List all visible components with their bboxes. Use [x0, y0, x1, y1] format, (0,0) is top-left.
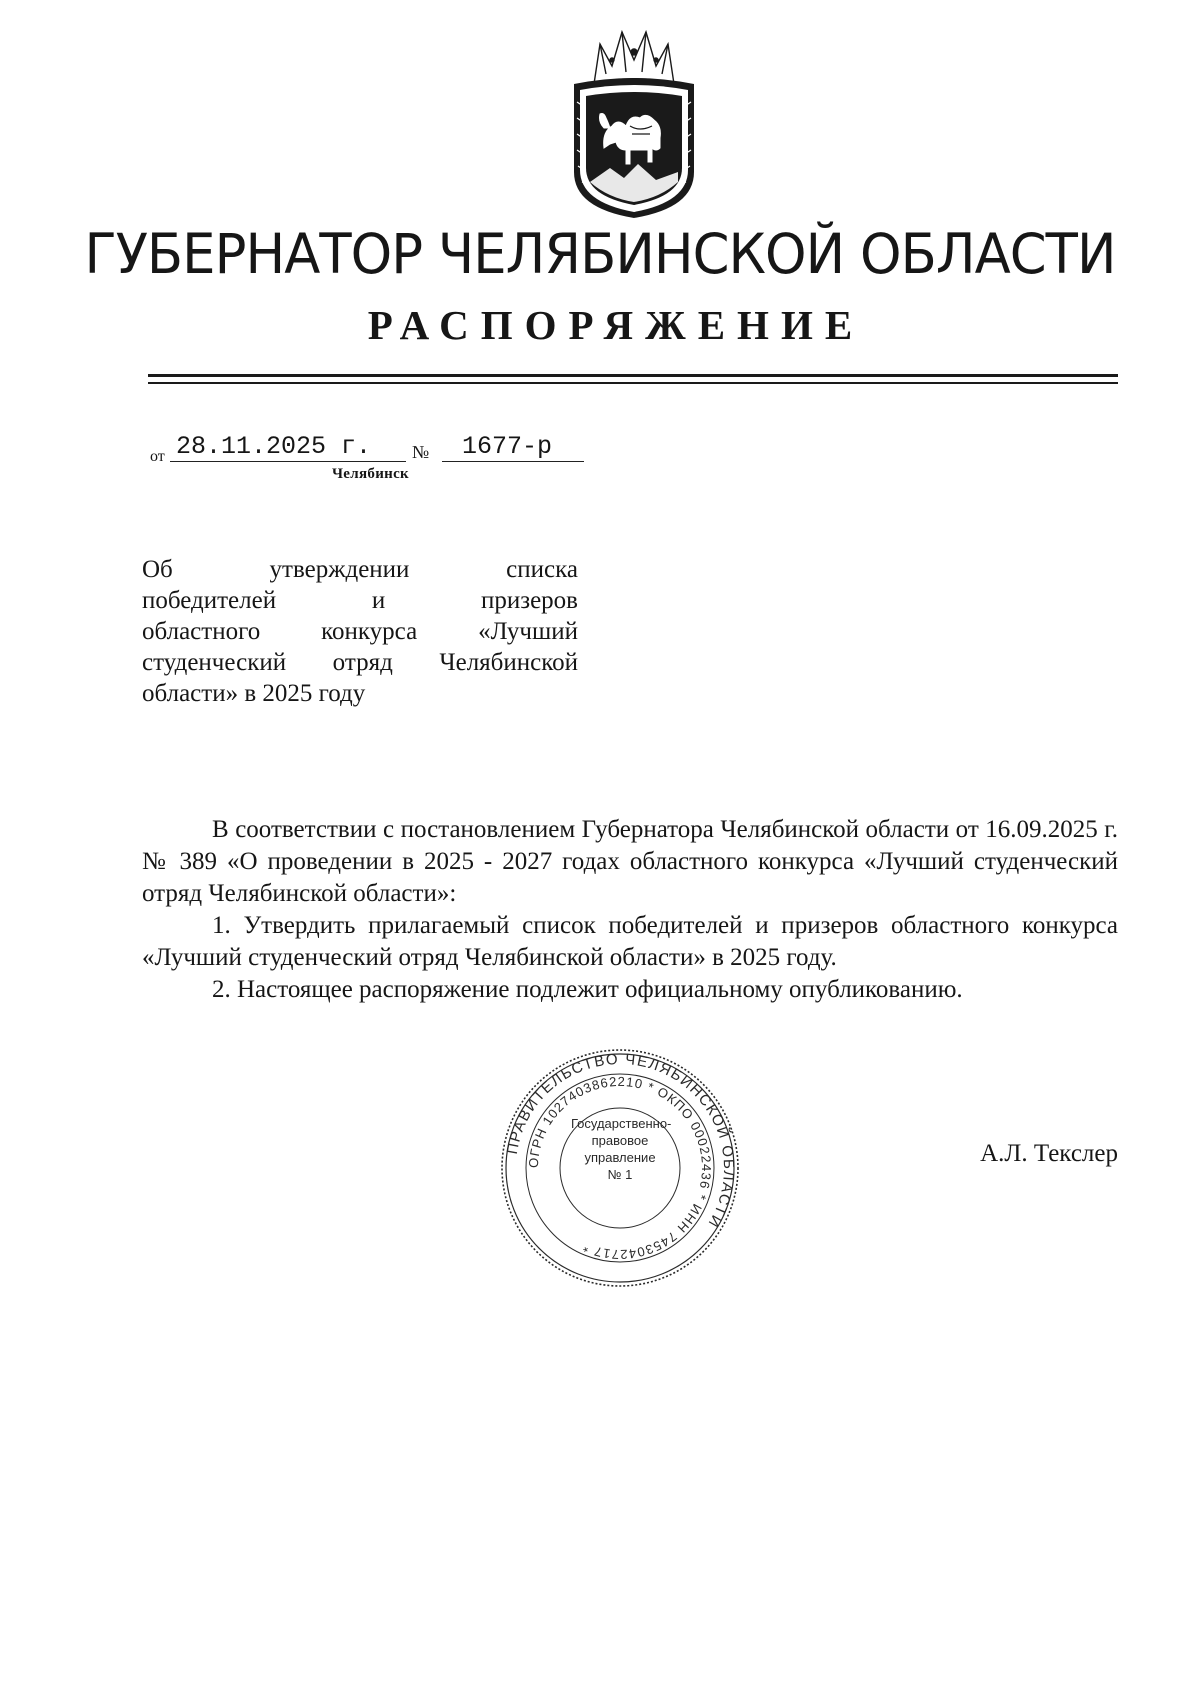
body-paragraph-item-1: 1. Утвердить прилагаемый список победителей и призеров областного конкурса «Лучший студенческий отряд Челябинской области» в 2025 году.	[142, 912, 1118, 971]
subject-line: областного конкурса «Лучший	[142, 618, 578, 645]
header-divider-thick	[148, 374, 1118, 377]
body-paragraph-preamble: В соответствии с постановлением Губернатора Челябинской области от 16.09.2025 г. № 389 «О проведении в 2025 - 2027 годах областного конкурса «Лучший студенческий отряд Челябинской области»:	[142, 816, 1118, 907]
subject-line: Об утверждении списка	[142, 556, 578, 583]
subject-line: области» в 2025 году	[142, 680, 366, 707]
subject-line: победителей и призеров	[142, 587, 578, 614]
document-subject	[142, 554, 578, 709]
document-date: 28.11.2025 г.	[170, 432, 406, 462]
stamp-center-line: управление	[584, 1150, 656, 1165]
body-paragraph-item-2: 2. Настоящее распоряжение подлежит официальному опубликованию.	[212, 976, 963, 1003]
document-body	[142, 814, 1118, 1006]
stamp-center-text	[571, 1115, 672, 1225]
stamp-center-line: № 1	[607, 1167, 633, 1182]
header-divider-thin	[148, 382, 1118, 384]
stamp-ring-text: ОГРН 1027403862210 * ОКПО 00022436 * ИНН 7453042717 *	[525, 1073, 715, 1263]
stamp-outer-text: ПРАВИТЕЛЬСТВО ЧЕЛЯБИНСКОЙ ОБЛАСТИ	[503, 1050, 738, 1232]
issue-city: Челябинск	[332, 466, 409, 482]
stamp-center-line: правовое	[591, 1133, 649, 1148]
document-requisites	[150, 432, 600, 492]
signatory-name: А.Л. Текслер	[980, 1140, 1118, 1167]
authority-title: ГУБЕРНАТОР ЧЕЛЯБИНСКОЙ ОБЛАСТИ	[84, 222, 1116, 286]
subject-line: студенческий отряд Челябинской	[142, 649, 578, 676]
document-number: 1677-р	[442, 432, 584, 462]
document-type: РАСПОРЯЖЕНИЕ	[367, 302, 865, 348]
coat-of-arms-emblem	[560, 22, 708, 220]
number-prefix: №	[412, 442, 430, 462]
date-prefix: от	[150, 448, 165, 465]
stamp-center-line: Государственно-	[571, 1116, 672, 1131]
